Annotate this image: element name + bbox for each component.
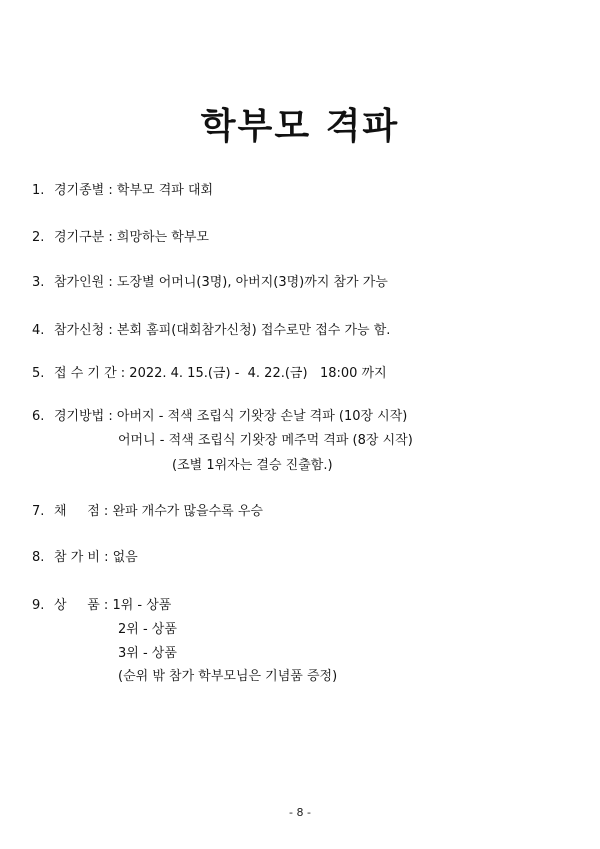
item-method-note: (조별 1위자는 결승 진출함.) xyxy=(172,458,333,473)
item-number: 4. xyxy=(32,323,45,338)
item-label: 경기방법 : xyxy=(54,409,113,424)
item-competition-method xyxy=(32,408,407,426)
item-number: 1. xyxy=(32,183,45,198)
item-number: 5. xyxy=(32,366,45,381)
item-competition-division xyxy=(32,229,209,247)
item-label: 참가인원 : xyxy=(54,275,113,290)
page-title: 학부모 격파 xyxy=(200,105,400,147)
item-method-mothers: 어머니 - 적색 조립식 기왓장 메주먹 격파 (8장 시작) xyxy=(118,433,413,448)
item-label: 상 품 : xyxy=(54,598,109,613)
item-label: 채 점 : xyxy=(54,504,109,519)
item-competition-type xyxy=(32,182,213,200)
item-value: 1위 - 상품 xyxy=(112,598,172,613)
item-value: 학부모 격파 대회 xyxy=(116,183,214,198)
item-label: 경기구분 : xyxy=(54,230,113,245)
item-prize-second: 2위 - 상품 xyxy=(118,622,177,637)
item-label: 경기종별 : xyxy=(54,183,113,198)
item-value: 도장별 어머니(3명), 아버지(3명)까지 참가 가능 xyxy=(116,275,388,290)
item-label: 접 수 기 간 : xyxy=(54,366,126,381)
item-number: 6. xyxy=(32,409,45,424)
item-participants xyxy=(32,274,388,292)
item-prize-note: (순위 밖 참가 학부모님은 기념품 증정) xyxy=(118,669,338,684)
item-value: 없음 xyxy=(112,550,138,565)
item-prize-third: 3위 - 상품 xyxy=(118,646,177,661)
item-prizes xyxy=(32,597,171,615)
item-label: 참 가 비 : xyxy=(54,550,109,565)
item-value: 2022. 4. 15.(금) - 4. 22.(금) 18:00 까지 xyxy=(129,366,387,381)
item-value: 완파 개수가 많을수록 우승 xyxy=(112,504,263,519)
item-number: 7. xyxy=(32,504,45,519)
item-value: 희망하는 학부모 xyxy=(116,230,209,245)
item-number: 3. xyxy=(32,275,45,290)
item-scoring xyxy=(32,503,263,521)
item-value: 아버지 - 적색 조립식 기왓장 손날 격파 (10장 시작) xyxy=(116,409,408,424)
item-registration xyxy=(32,322,390,340)
item-label: 참가신청 : xyxy=(54,323,113,338)
page-number: - 8 - xyxy=(289,806,311,819)
item-number: 8. xyxy=(32,550,45,565)
item-value: 본회 홈피(대회참가신청) 접수로만 접수 가능 함. xyxy=(116,323,391,338)
item-registration-period xyxy=(32,365,387,383)
item-number: 2. xyxy=(32,230,45,245)
item-number: 9. xyxy=(32,598,45,613)
item-entry-fee xyxy=(32,549,138,567)
